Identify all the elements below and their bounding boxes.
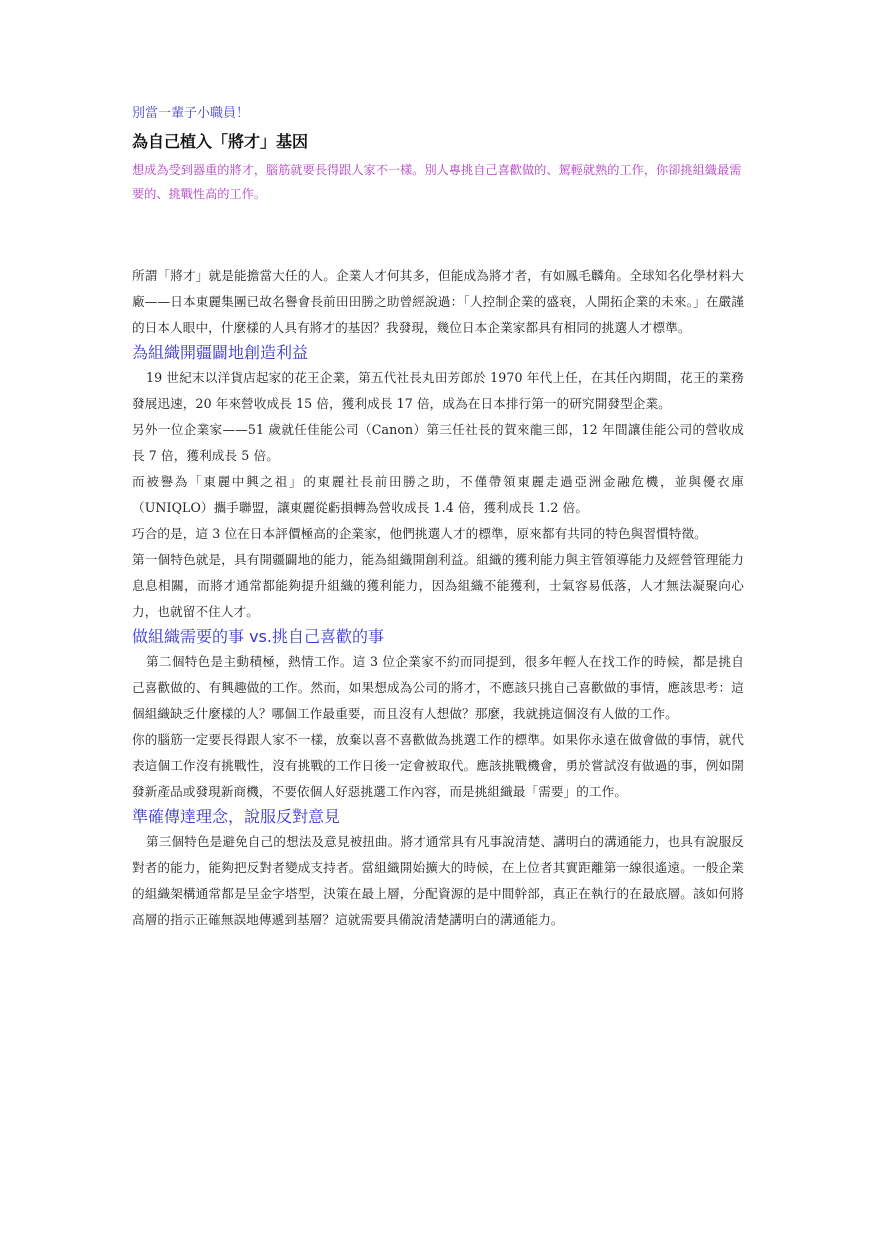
article-header xyxy=(132,104,744,206)
section-1-paragraph-2: 另外一位企業家——51 歲就任佳能公司（Canon）第三任社長的賀來龍三郎，12 年間讓佳能公司的營收成長 7 倍，獲利成長 5 倍。 xyxy=(132,422,744,463)
section-2-paragraph-2: 你的腦筋一定要長得跟人家不一樣，放棄以喜不喜歡做為挑選工作的標準。如果你永遠在做會做的事情，就代表這個工作沒有挑戰性，沒有挑戰的工作日後一定會被取代。應該挑戰機會，勇於嘗試沒有做過的事，例如開發新產品或發現新商機，不要依個人好惡挑選工作內容，而是挑組織最「需要」的工作。 xyxy=(132,732,744,799)
section-2-paragraph-1: 第二個特色是主動積極，熱情工作。這 3 位企業家不約而同提到，很多年輕人在找工作的時候，都是挑自己喜歡做的、有興趣做的工作。然而，如果想成為公司的將才，不應該只挑自己喜歡做的事情，應該思考：這個組織缺乏什麼樣的人？哪個工作最重要，而且沒有人想做？那麼，我就挑這個沒有人做的工作。 xyxy=(132,654,744,721)
section-1-paragraph-3: 而被譽為「東麗中興之祖」的東麗社長前田勝之助，不僅帶領東麗走過亞洲金融危機，並與優衣庫（UNIQLO）攜手聯盟，讓東麗從虧損轉為營收成長 1.4 倍，獲利成長 1.2 倍。 xyxy=(132,474,744,515)
kicker: 別當一輩子小職員！ xyxy=(132,106,250,121)
section-1-paragraph-4: 巧合的是，這 3 位在日本評價極高的企業家，他們挑選人才的標準，原來都有共同的特色與習慣特徵。 xyxy=(132,526,707,541)
intro-paragraph: 所謂「將才」就是能擔當大任的人。企業人才何其多，但能成為將才者，有如鳳毛麟角。全球知名化學材料大廠——日本東麗集團已故名譽會長前田田勝之助曾經說過：「人控制企業的盛衰，人開拓企業的未來。」在嚴謹的日本人眼中，什麼樣的人具有將才的基因？我發現，幾位日本企業家都具有相同的挑選人才標準。 xyxy=(132,268,744,335)
article-dek: 想成為受到器重的將才，腦筋就要長得跟人家不一樣。別人專挑自己喜歡做的、駕輕就熟的工作，你卻挑組織最需要的、挑戰性高的工作。 xyxy=(132,163,742,201)
section-1-paragraph-5: 第一個特色就是，具有開疆闢地的能力，能為組織開創利益。組織的獲利能力與主管領導能力及經營管理能力息息相關，而將才通常都能夠提升組織的獲利能力，因為組織不能獲利，士氣容易低落，人才無法凝聚向心力，也就留不住人才。 xyxy=(132,552,744,619)
section-heading-2: 做組織需要的事 vs.挑自己喜歡的事 xyxy=(132,627,384,646)
page-title: 為自己植入「將才」基因 xyxy=(132,132,309,151)
article-body xyxy=(132,263,744,933)
section-3-paragraph-1: 第三個特色是避免自己的想法及意見被扭曲。將才通常具有凡事說清楚、講明白的溝通能力，也具有說服反對者的能力，能夠把反對者變成支持者。當組織開始擴大的時候，在上位者其實距離第一線很遙遠。一般企業的組織架構通常都是呈金字塔型，決策在最上層，分配資源的是中間幹部，真正在執行的在最底層。該如何將高層的指示正確無誤地傳遞到基層？這就需要具備說清楚講明白的溝通能力。 xyxy=(132,834,744,927)
section-1-paragraph-1: 19 世紀末以洋貨店起家的花王企業，第五代社長丸田芳郎於 1970 年代上任，在其任內期間，花王的業務發展迅速，20 年來營收成長 15 倍，獲利成長 17 倍，成為在日本排行第一的研究開發型企業。 xyxy=(132,370,744,411)
section-heading-1: 為組織開疆闢地創造利益 xyxy=(132,343,309,362)
section-heading-3: 準確傳達理念，說服反對意見 xyxy=(132,807,341,826)
